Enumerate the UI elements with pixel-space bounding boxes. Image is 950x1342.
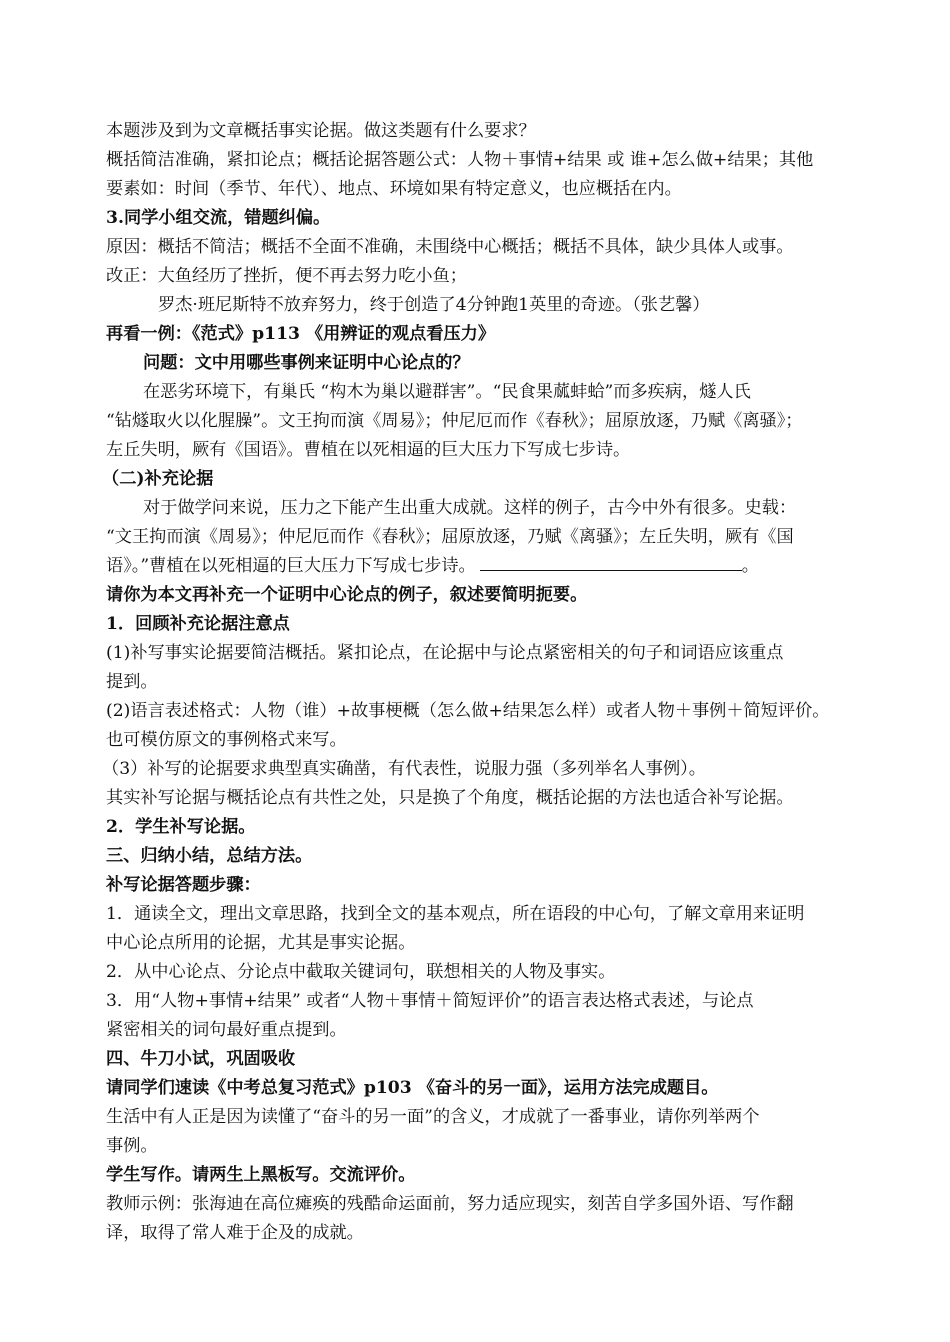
line-correction-example: 罗杰·班尼斯特不放弃努力，终于创造了4分钟跑1英里的奇迹。（张艺馨） <box>158 295 710 315</box>
heading-student-writing: 2．学生补写论据。 <box>106 817 256 837</box>
instruction-read: 请同学们速读《中考总复习范式》p103 《奋斗的另一面》，运用方法完成题目。 <box>106 1078 719 1098</box>
line-point-2-cont: 也可模仿原文的事例格式来写。 <box>106 730 347 750</box>
line-step-3: 3．用“人物+事情+结果” 或者“人物＋事情＋简短评价”的语言表达格式表述，与论点 <box>106 991 754 1011</box>
line-summary-elements: 要素如：时间（季节、年代）、地点、环境如果有特定意义，也应概括在内。 <box>106 179 682 199</box>
section-heading-group-discussion: 3.同学小组交流，错题纠偏。 <box>106 208 331 228</box>
line-commonality: 其实补写论据与概括论点有共性之处，只是换了个角度，概括论据的方法也适合补写论据。 <box>106 788 794 808</box>
line-correction: 改正：大鱼经历了挫折，便不再去努力吃小鱼； <box>106 266 467 286</box>
line-summary-formula: 概括简洁准确，紧扣论点；概括论据答题公式：人物＋事情+结果 或 谁+怎么做+结果；其他 <box>106 150 814 170</box>
answer-blank[interactable] <box>480 555 742 571</box>
section-heading-supplement: （二)补充论据 <box>102 469 214 489</box>
line-student-writing: 学生写作。请两生上黑板写。交流评价。 <box>106 1165 416 1185</box>
line-task: 生活中有人正是因为读懂了“奋斗的另一面”的含义，才成就了一番事业，请你列举两个 <box>106 1107 760 1127</box>
line-point-2: (2)语言表述格式：人物（谁）+故事梗概（怎么做+结果怎么样）或者人物＋事例＋简短评价。 <box>106 701 830 721</box>
line-reasons: 原因：概括不简洁；概括不全面不准确，未围绕中心概括；概括不具体，缺少具体人或事。 <box>106 237 794 257</box>
line-supplement-1: 对于做学问来说，压力之下能产生出重大成就。这样的例子，古今中外有很多。史载： <box>143 498 797 518</box>
line-step-1: 1．通读全文，理出文章思路，找到全文的基本观点，所在语段的中心句，了解文章用来证明 <box>106 904 805 924</box>
heading-review-points: 1．回顾补充论据注意点 <box>106 614 290 634</box>
heading-steps: 补写论据答题步骤： <box>106 875 261 895</box>
line-example-1: 在恶劣环境下，有巢氏 “构木为巢以避群害”。“民食果蓏蚌蛤”而多疾病，燧人氏 <box>143 382 751 402</box>
line-question-intro: 本题涉及到为文章概括事实论据。做这类题有什么要求？ <box>106 121 536 141</box>
line-point-3: （3）补写的论据要求典型真实确凿，有代表性，说服力强（多列举名人事例）。 <box>102 759 706 779</box>
line-step-1-cont: 中心论点所用的论据，尤其是事实论据。 <box>106 933 416 953</box>
line-supplement-2: “文王拘而演《周易》；仲尼厄而作《春秋》；屈原放逐，乃赋《离骚》；左丘失明，厥有《国 <box>106 527 794 547</box>
line-supplement-3 <box>106 554 852 578</box>
line-example-3: 左丘失明，厥有《国语》。曹植在以死相逼的巨大压力下写成七步诗。 <box>106 440 631 460</box>
line-teacher-example: 教师示例：张海迪在高位瘫痪的残酷命运面前，努力适应现实，刻苦自学多国外语、写作翻 <box>106 1194 794 1214</box>
section-heading-summary: 三、归纳小结，总结方法。 <box>106 846 313 866</box>
line-question: 问题：文中用哪些事例来证明中心论点的？ <box>143 353 470 373</box>
line-task-cont: 事例。 <box>106 1136 158 1156</box>
line-point-1: (1)补写事实论据要简洁概括。紧扣论点，在论据中与论点紧密相关的句子和词语应该重点 <box>106 643 784 663</box>
instruction-add-example: 请你为本文再补充一个证明中心论点的例子，叙述要简明扼要。 <box>106 585 588 605</box>
line-supplement-3-end: 。 <box>741 556 759 576</box>
section-heading-another-example: 再看一例：《范式》p113 《用辨证的观点看压力》 <box>106 324 496 344</box>
line-example-2: “钻燧取火以化腥臊”。文王拘而演《周易》；仲尼厄而作《春秋》；屈原放逐，乃赋《离骚》； <box>106 411 803 431</box>
line-point-1-cont: 提到。 <box>106 672 158 692</box>
line-supplement-3-text: 语》。”曹植在以死相逼的巨大压力下写成七步诗。 <box>106 556 476 576</box>
section-heading-practice: 四、牛刀小试，巩固吸收 <box>106 1049 296 1069</box>
line-step-3-cont: 紧密相关的词句最好重点提到。 <box>106 1020 347 1040</box>
line-step-2: 2．从中心论点、分论点中截取关键词句，联想相关的人物及事实。 <box>106 962 616 982</box>
line-teacher-example-cont: 译，取得了常人难于企及的成就。 <box>106 1223 364 1243</box>
